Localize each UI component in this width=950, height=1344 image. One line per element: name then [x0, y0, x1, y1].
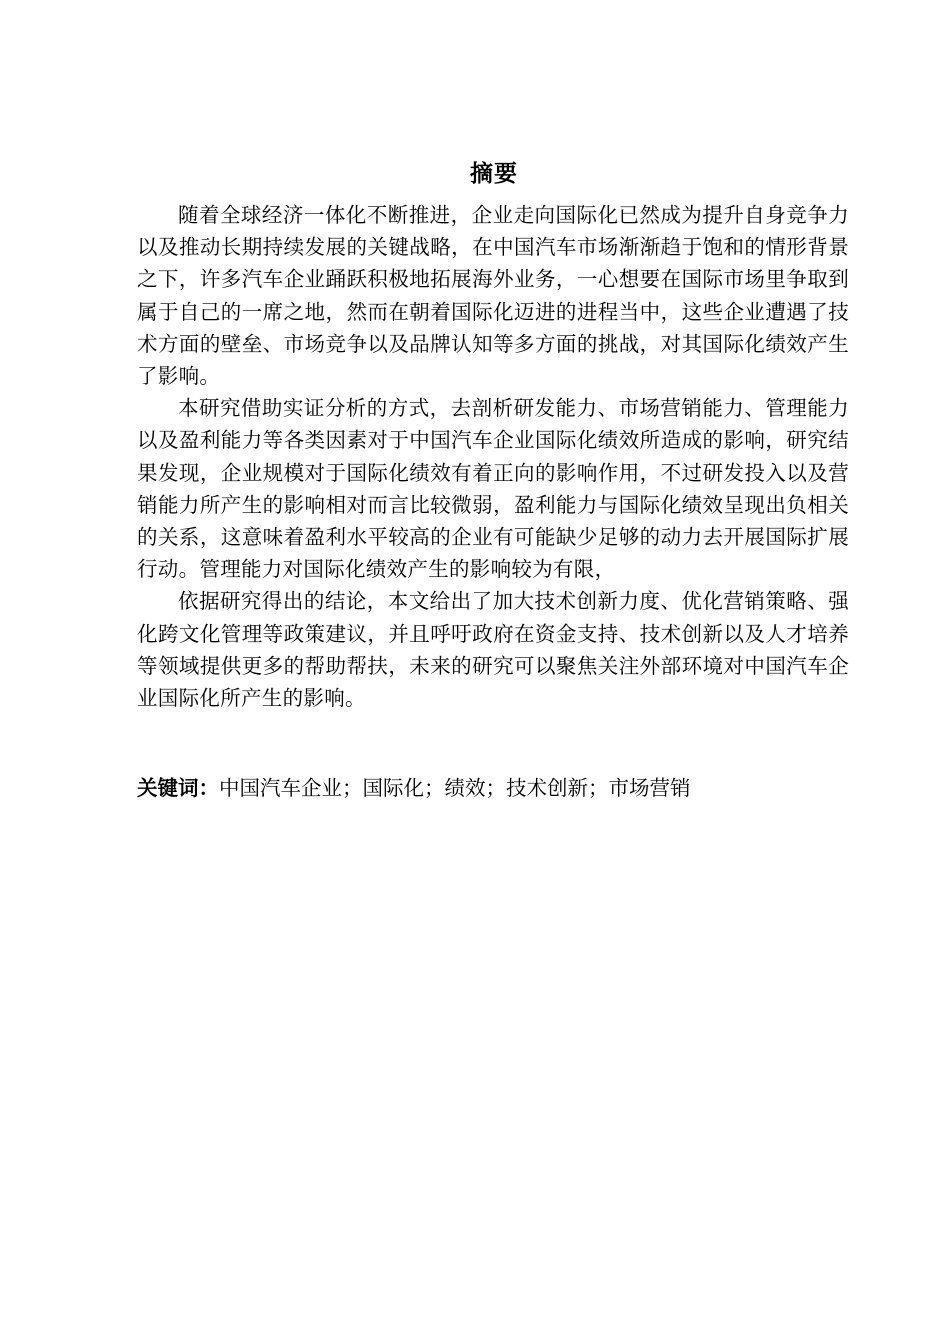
keyword-separator: ；	[424, 776, 445, 800]
keyword-item: 绩效	[444, 776, 486, 800]
abstract-paragraph-2: 本研究借助实证分析的方式，去剖析研发能力、市场营销能力、管理能力以及盈利能力等各类因素对于中国汽车企业国际化绩效所造成的影响，研究结果发现，企业规模对于国际化绩效有着正向的影响作用，不过研发投入以及营销能力所产生的影响相对而言比较微弱，盈利能力与国际化绩效呈现出负相关的关系，这意味着盈利水平较高的企业有可能缺少足够的动力去开展国际扩展行动。管理能力对国际化绩效产生的影响较为有限，	[137, 396, 849, 582]
keyword-item: 中国汽车企业	[219, 776, 342, 800]
keyword-item: 技术创新	[506, 776, 588, 800]
keyword-separator: ；	[485, 776, 506, 800]
keyword-item: 市场营销	[608, 776, 691, 800]
keyword-separator: ；	[342, 776, 363, 800]
keywords-label: 关键词：	[137, 776, 219, 800]
keywords-line	[137, 772, 857, 804]
abstract-body	[137, 199, 849, 714]
abstract-title: 摘要	[470, 161, 518, 187]
abstract-paragraph-1: 随着全球经济一体化不断推进，企业走向国际化已然成为提升自身竞争力以及推动长期持续发展的关键战略，在中国汽车市场渐渐趋于饱和的情形背景之下，许多汽车企业踊跃积极地拓展海外业务，一心想要在国际市场里争取到属于自己的一席之地，然而在朝着国际化迈进的进程当中，这些企业遭遇了技术方面的壁垒、市场竞争以及品牌认知等多方面的挑战，对其国际化绩效产生了影响。	[137, 203, 849, 389]
abstract-paragraph-3: 依据研究得出的结论，本文给出了加大技术创新力度、优化营销策略、强化跨文化管理等政策建议，并且呼吁政府在资金支持、技术创新以及人才培养等领域提供更多的帮助帮扶，未来的研究可以聚焦关注外部环境对中国汽车企业国际化所产生的影响。	[137, 589, 849, 711]
keyword-separator: ；	[588, 776, 609, 800]
keyword-item: 国际化	[362, 776, 424, 800]
